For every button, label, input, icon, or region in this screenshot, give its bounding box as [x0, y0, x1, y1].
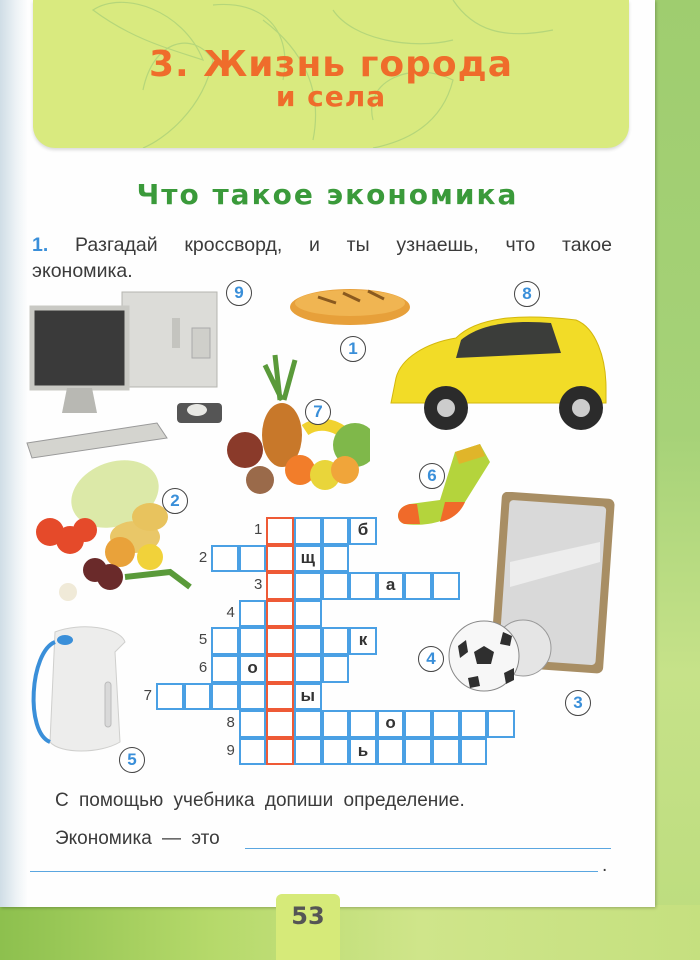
crossword-key-cell[interactable] — [266, 655, 294, 683]
crossword-cell[interactable] — [404, 738, 432, 766]
crossword-key-cell[interactable] — [266, 683, 294, 711]
crossword-cell[interactable] — [294, 572, 322, 600]
vegetables-icon — [30, 452, 215, 612]
crossword-cell[interactable] — [377, 738, 405, 766]
crossword-key-cell[interactable] — [266, 738, 294, 766]
crossword-cell[interactable] — [294, 517, 322, 545]
picture-number-2: 2 — [162, 488, 188, 514]
crossword-cell[interactable] — [239, 600, 267, 628]
crossword-cell[interactable] — [460, 710, 488, 738]
crossword-cell[interactable] — [322, 517, 350, 545]
crossword-cell[interactable] — [349, 710, 377, 738]
crossword-key-cell[interactable] — [266, 600, 294, 628]
task-text: Разгадай кроссворд, и ты узнаешь, что такое экономика. — [32, 234, 612, 282]
picture-number-6: 6 — [419, 463, 445, 489]
crossword-cell[interactable] — [239, 710, 267, 738]
electric-kettle-icon — [20, 622, 130, 754]
crossword-cell[interactable] — [239, 545, 267, 573]
crossword-clue-number: 5 — [198, 631, 208, 649]
answer-line-2[interactable] — [30, 871, 598, 872]
crossword-cell[interactable] — [239, 738, 267, 766]
crossword-cell[interactable] — [156, 683, 184, 711]
crossword-cell[interactable] — [184, 683, 212, 711]
crossword-key-cell[interactable] — [266, 710, 294, 738]
crossword-cell[interactable] — [239, 683, 267, 711]
crossword-cell[interactable] — [294, 655, 322, 683]
chapter-title-line2: и села — [275, 80, 387, 113]
soccer-ball-icon — [448, 618, 553, 693]
crossword-clue-number: 3 — [254, 576, 263, 594]
crossword-cell[interactable] — [487, 710, 515, 738]
page-number: 53 — [276, 894, 340, 960]
crossword-cell[interactable] — [460, 738, 488, 766]
crossword-key-cell[interactable] — [266, 545, 294, 573]
section-title: Что такое экономика — [136, 178, 519, 211]
crossword-key-cell[interactable] — [266, 517, 294, 545]
crossword-cell[interactable]: б — [349, 517, 377, 545]
picture-number-3: 3 — [565, 690, 591, 716]
crossword-cell[interactable]: ы — [294, 683, 322, 711]
crossword-clue-number: 2 — [198, 548, 208, 566]
crossword-cell[interactable] — [294, 710, 322, 738]
crossword-key-cell[interactable] — [266, 627, 294, 655]
crossword-cell[interactable] — [211, 545, 239, 573]
crossword-cell[interactable] — [404, 710, 432, 738]
crossword-cell[interactable] — [322, 627, 350, 655]
crossword-cell[interactable]: о — [377, 710, 405, 738]
fruits-icon — [220, 350, 370, 500]
crossword-cell[interactable] — [211, 683, 239, 711]
task-number: 1. — [32, 234, 49, 256]
picture-number-4: 4 — [418, 646, 444, 672]
crossword-cell[interactable] — [322, 655, 350, 683]
crossword-clue-number: 1 — [254, 521, 263, 538]
picture-number-1: 1 — [340, 336, 366, 362]
crossword-clue-number: 7 — [143, 686, 152, 704]
crossword-cell[interactable] — [349, 572, 377, 600]
crossword-cell[interactable] — [294, 600, 322, 628]
crossword-cell[interactable]: к — [349, 627, 377, 655]
crossword-clue-number: 9 — [226, 741, 235, 759]
definition-end-mark: . — [602, 855, 608, 876]
crossword-cell[interactable] — [432, 738, 460, 766]
background-bottom-strip — [0, 905, 700, 960]
crossword-cell[interactable]: а — [377, 572, 405, 600]
crossword-cell[interactable] — [432, 710, 460, 738]
answer-line-1[interactable] — [245, 848, 611, 849]
crossword-cell[interactable] — [211, 627, 239, 655]
crossword-cell[interactable] — [294, 627, 322, 655]
computer-icon — [22, 288, 222, 463]
definition-instruction: С помощью учебника допиши определение. — [55, 790, 465, 811]
definition-prompt: Экономика — это — [55, 828, 220, 849]
crossword-cell[interactable] — [294, 738, 322, 766]
crossword-cell[interactable] — [322, 710, 350, 738]
crossword-cell[interactable] — [322, 572, 350, 600]
crossword-cell[interactable]: ь — [349, 738, 377, 766]
picture-number-9: 9 — [226, 280, 252, 306]
task-instruction — [32, 232, 612, 284]
crossword-cell[interactable] — [322, 545, 350, 573]
crossword-cell[interactable] — [239, 627, 267, 655]
chapter-title-line1: 3. Жизнь города — [148, 44, 514, 85]
crossword-key-cell[interactable] — [266, 572, 294, 600]
crossword-clue-number: 6 — [198, 659, 208, 676]
crossword-cell[interactable]: щ — [294, 545, 322, 573]
crossword-cell[interactable] — [404, 572, 432, 600]
crossword-cell[interactable] — [322, 738, 350, 766]
crossword-cell[interactable]: о — [239, 655, 267, 683]
crossword-cell[interactable] — [432, 572, 460, 600]
picture-number-8: 8 — [514, 281, 540, 307]
car-icon — [386, 308, 616, 438]
picture-number-5: 5 — [119, 747, 145, 773]
background-right-strip — [655, 0, 700, 960]
crossword-clue-number: 4 — [226, 603, 235, 621]
picture-number-7: 7 — [305, 399, 331, 425]
crossword-clue-number: 8 — [226, 714, 235, 732]
crossword-cell[interactable] — [211, 655, 239, 683]
chapter-header — [33, 0, 629, 148]
